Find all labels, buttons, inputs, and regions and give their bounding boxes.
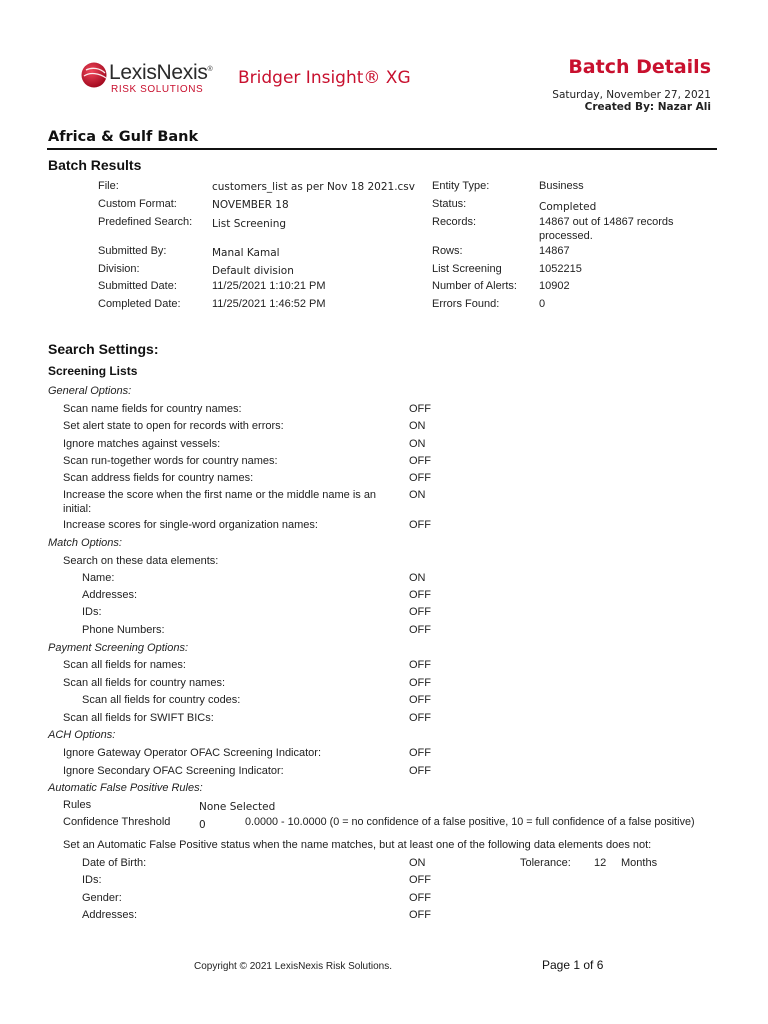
division-label: Division:	[98, 263, 140, 275]
option-value: OFF	[409, 892, 431, 904]
option-value: OFF	[409, 606, 431, 618]
option-label: Scan address fields for country names:	[63, 472, 254, 484]
submitted-by-value: Manal Kamal	[212, 247, 280, 259]
option-label: Ignore matches against vessels:	[63, 438, 221, 450]
option-value: OFF	[409, 909, 431, 921]
tolerance-label: Tolerance:	[520, 857, 571, 869]
screening-lists-heading: Screening Lists	[48, 364, 138, 378]
option-label: Addresses:	[82, 589, 138, 601]
header-divider	[47, 148, 717, 150]
submitted-date-label: Submitted Date:	[98, 280, 177, 292]
match-options-heading: Match Options:	[48, 537, 122, 549]
page-title: Batch Details	[568, 56, 711, 78]
file-value: customers_list as per Nov 18 2021.csv	[212, 181, 415, 193]
option-label: Date of Birth:	[82, 857, 147, 869]
option-value: OFF	[409, 455, 431, 467]
option-label: Scan all fields for SWIFT BICs:	[63, 712, 214, 724]
option-value: OFF	[409, 519, 431, 531]
custom-format-label: Custom Format:	[98, 198, 177, 210]
brand-subtitle: RISK SOLUTIONS	[111, 84, 204, 95]
option-label: Scan all fields for country names:	[63, 677, 226, 689]
option-label: Set alert state to open for records with errors:	[63, 420, 284, 432]
rows-value: 14867	[539, 245, 570, 257]
option-value: ON	[409, 438, 426, 450]
rows-label: Rows:	[432, 245, 463, 257]
batch-results-heading: Batch Results	[48, 157, 142, 173]
records-label: Records:	[432, 216, 477, 228]
completed-date-label: Completed Date:	[98, 298, 181, 310]
report-date: Saturday, November 27, 2021	[552, 89, 711, 101]
lexisnexis-sphere-icon	[80, 61, 108, 89]
option-value: ON	[409, 572, 426, 584]
option-value: OFF	[409, 589, 431, 601]
option-value: OFF	[409, 677, 431, 689]
division-value: Default division	[212, 265, 294, 277]
list-screening-label: List Screening	[432, 263, 502, 275]
entity-type-label: Entity Type:	[432, 180, 490, 192]
bank-name: Africa & Gulf Bank	[48, 129, 199, 145]
option-value: OFF	[409, 624, 431, 636]
search-settings-heading: Search Settings:	[48, 341, 159, 357]
option-label: Scan all fields for names:	[63, 659, 186, 671]
option-value: OFF	[409, 765, 431, 777]
errors-label: Errors Found:	[432, 298, 500, 310]
brand-name: LexisNexis®	[109, 61, 213, 84]
predefined-search-value: List Screening	[212, 218, 287, 230]
alerts-label: Number of Alerts:	[432, 280, 517, 292]
option-label: Addresses:	[82, 909, 138, 921]
errors-value: 0	[539, 298, 546, 310]
tolerance-value: 12	[594, 857, 607, 869]
rules-label: Rules	[63, 799, 92, 811]
option-value: ON	[409, 420, 426, 432]
submitted-date-value: 11/25/2021 1:10:21 PM	[212, 280, 326, 292]
payment-options-heading: Payment Screening Options:	[48, 642, 189, 654]
ach-options-heading: ACH Options:	[48, 729, 116, 741]
option-value: ON	[409, 857, 426, 869]
option-label: Scan name fields for country names:	[63, 403, 242, 415]
created-by: Created By: Nazar Ali	[584, 101, 711, 113]
product-name: Bridger Insight® XG	[238, 68, 411, 88]
status-label: Status:	[432, 198, 467, 210]
afp-rules-heading: Automatic False Positive Rules:	[48, 782, 203, 794]
option-value: OFF	[409, 874, 431, 886]
custom-format-value: NOVEMBER 18	[212, 199, 289, 211]
option-label: Ignore Gateway Operator OFAC Screening Indicator:	[63, 747, 322, 759]
page-number: Page 1 of 6	[542, 958, 604, 972]
option-label: Gender:	[82, 892, 122, 904]
option-value: OFF	[409, 747, 431, 759]
option-value: OFF	[409, 712, 431, 724]
predefined-search-label: Predefined Search:	[98, 216, 193, 228]
entity-type-value: Business	[539, 180, 584, 192]
option-label: Scan all fields for country codes:	[82, 694, 241, 706]
option-label: Phone Numbers:	[82, 624, 165, 636]
records-value-cont: processed.	[539, 230, 593, 242]
option-label: Increase the score when the first name or the middle name is an	[63, 489, 377, 501]
confidence-note: 0.0000 - 10.0000 (0 = no confidence of a false positive, 10 = full confidence of a false positive)	[245, 816, 695, 828]
submitted-by-label: Submitted By:	[98, 245, 167, 257]
option-value: OFF	[409, 659, 431, 671]
option-value: OFF	[409, 403, 431, 415]
confidence-value: 0	[199, 819, 206, 831]
file-label: File:	[98, 180, 119, 192]
alerts-value: 10902	[539, 280, 570, 292]
tolerance-unit: Months	[621, 857, 658, 869]
general-options-heading: General Options:	[48, 385, 132, 397]
completed-date-value: 11/25/2021 1:46:52 PM	[212, 298, 326, 310]
option-value: OFF	[409, 694, 431, 706]
search-on-label: Search on these data elements:	[63, 555, 219, 567]
option-label: Increase scores for single-word organization names:	[63, 519, 318, 531]
option-label-cont: initial:	[63, 503, 92, 515]
afp-instruction: Set an Automatic False Positive status when the name matches, but at least one of the following data elements does not:	[63, 839, 652, 851]
list-screening-value: 1052215	[539, 263, 582, 275]
option-label: Scan run-together words for country names:	[63, 455, 278, 467]
option-value: OFF	[409, 472, 431, 484]
copyright: Copyright © 2021 LexisNexis Risk Solutions.	[194, 961, 393, 972]
option-label: Name:	[82, 572, 115, 584]
status-value: Completed	[539, 201, 597, 213]
option-label: Ignore Secondary OFAC Screening Indicator:	[63, 765, 284, 777]
records-value: 14867 out of 14867 records	[539, 216, 674, 228]
option-label: IDs:	[82, 874, 102, 886]
confidence-label: Confidence Threshold	[63, 816, 171, 828]
rules-value: None Selected	[199, 801, 276, 813]
option-value: ON	[409, 489, 426, 501]
option-label: IDs:	[82, 606, 102, 618]
